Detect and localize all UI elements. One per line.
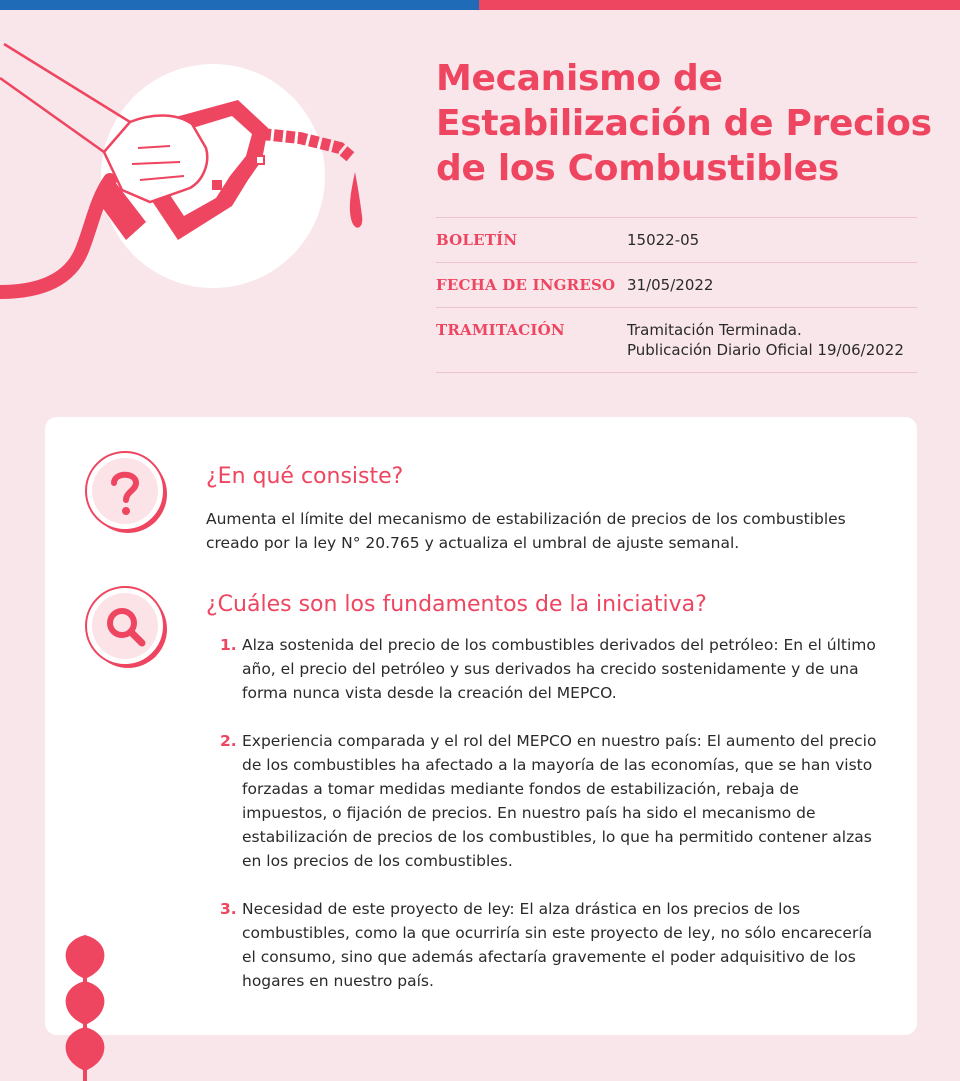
meta-label: BOLETÍN [436,231,518,249]
list-item-number: 3. [220,900,237,918]
fuel-nozzle-illustration [0,30,380,320]
top-bar-blue [0,0,479,10]
meta-row-boletin [436,217,917,262]
meta-value-line: 31/05/2022 [627,276,714,294]
list-item-text: Necesidad de este proyecto de ley: El alza drástica en los precios de los combustibles, como la que ocurriría sin este proyecto de ley, no sólo encarecería el consumo, sino que además afectaría gravemente el poder adquisitivo de los hogares en nuestro país. [242,900,873,990]
meta-value [627,275,917,295]
question-icon [84,450,170,536]
meta-label: TRAMITACIÓN [436,321,565,339]
list-item-number: 2. [220,732,237,750]
section-heading-fundamentos: ¿Cuáles son los fundamentos de la iniciativa? [206,592,707,617]
meta-value-line: Publicación Diario Oficial 19/06/2022 [627,341,904,359]
section-body-consiste: Aumenta el límite del mecanismo de estabilización de precios de los combustibles creado por la ley N° 20.765 y actualiza el umbral de ajuste semanal. [206,510,846,552]
section-heading-consiste: ¿En qué consiste? [206,464,404,489]
list-item [220,897,885,993]
list-item [220,729,885,873]
meta-row-tramitacion [436,307,917,373]
meta-value-line: 15022-05 [627,231,700,249]
meta-row-fecha [436,262,917,307]
meta-value-line: Tramitación Terminada. [627,321,802,339]
list-item [220,633,885,705]
top-bar-red [479,0,960,10]
page-title: Mecanismo de Estabilización de Precios de los Combustibles [436,58,932,189]
fuel-drops-decoration [62,935,108,1081]
meta-value [627,320,917,360]
meta-table [436,217,917,373]
top-color-bar [0,0,960,10]
list-item-text: Experiencia comparada y el rol del MEPCO en nuestro país: El aumento del precio de los combustibles ha afectado a la mayoría de las economías, que se han visto forzadas a tomar medidas mediante fondos de estabilización, rebaja de impuestos, o fijación de precios. En nuestro país ha sido el mecanismo de estabilización de precios de los combustibles, lo que ha permitido contener alzas en los precios de los combustibles. [242,732,877,870]
magnifier-icon [84,585,170,671]
list-item-number: 1. [220,636,237,654]
meta-label: FECHA DE INGRESO [436,276,616,294]
list-item-text: Alza sostenida del precio de los combustibles derivados del petróleo: En el último año, el precio del petróleo y sus derivados ha crecido sostenidamente y de una forma nunca vista desde la creación del MEPCO. [242,636,876,702]
meta-value [627,230,917,250]
